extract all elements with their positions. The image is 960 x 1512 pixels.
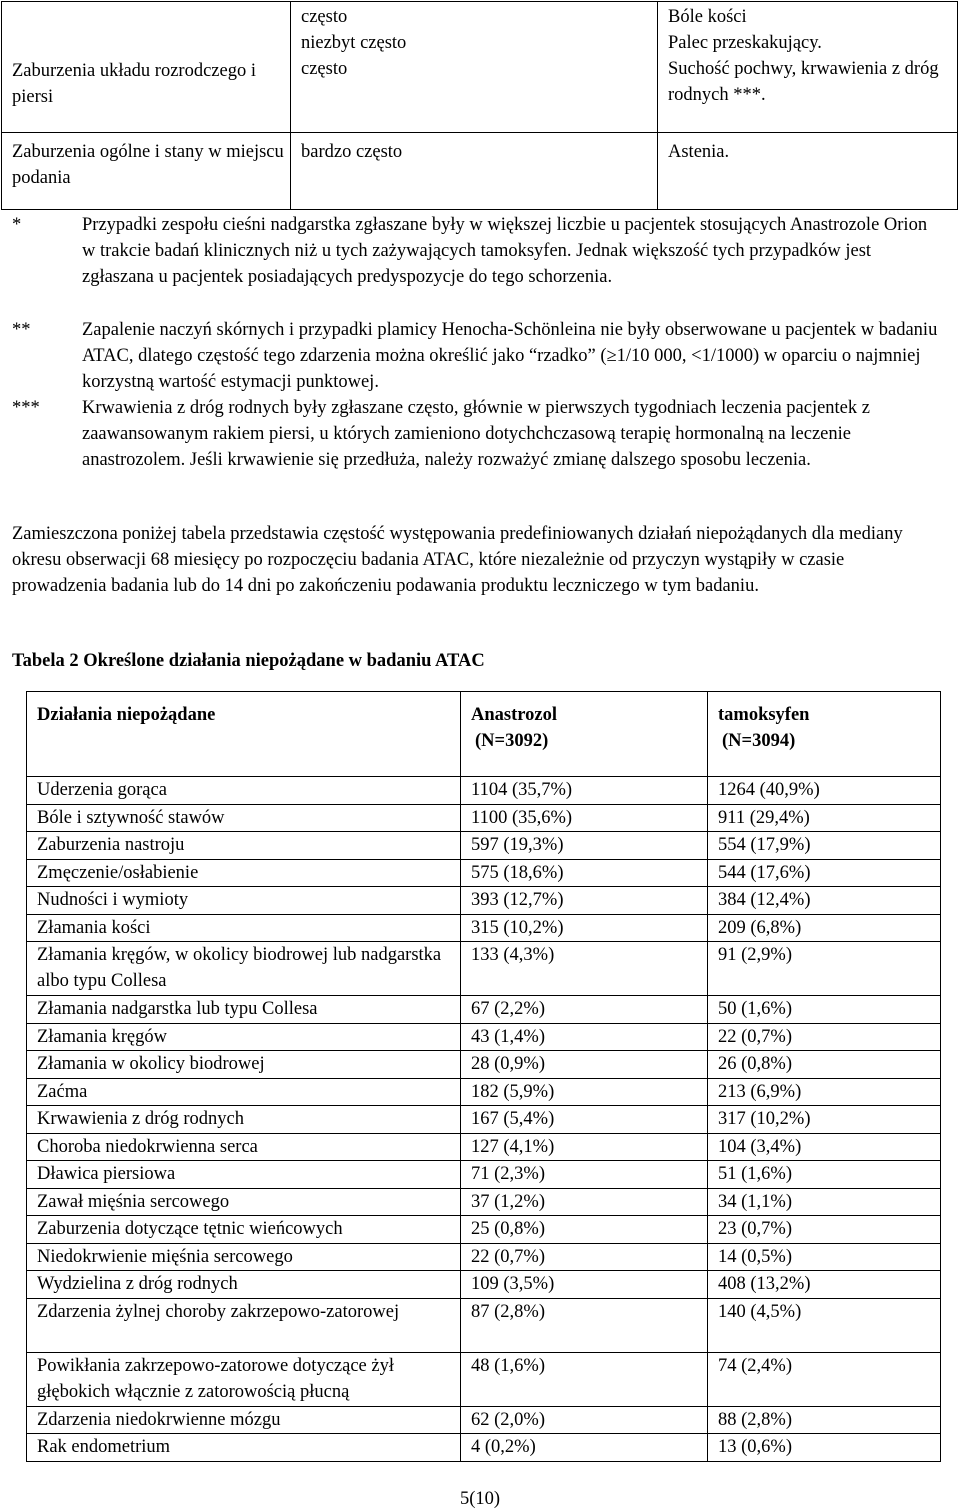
category-cell: Zaburzenia ogólne i stany w miejscu podania [2,133,291,210]
table-row [27,887,941,915]
anastrozol-cell: 182 (5,9%) [461,1078,708,1106]
effect-cell: Złamania w okolicy biodrowej [27,1051,461,1079]
footnote [12,395,942,474]
effect-label: Bóle kości [668,7,747,27]
anastrozol-cell: 575 (18,6%) [461,859,708,887]
footnote-text: Przypadki zespołu cieśni nadgarstka zgłaszane były w większej liczbie u pacjentek stosujących Anastrozole Orion w trakcie badań klinicznych niż u tych zażywających tamoksyfen. Jednak większość tych przypadków jest zgłaszana u pacjentek posiadających predyspozycje do tego schorzenia. [82,215,928,288]
tamoksyfen-cell: 91 (2,9%) [708,942,941,996]
footnote-mark: * [12,215,22,235]
table-row [27,996,941,1024]
footnote-text: Zapalenie naczyń skórnych i przypadki plamicy Henocha-Schönleina nie były obserwowane u pacjentek w badaniu ATAC, dlatego częstość tego zdarzenia można określić jako “rzadko” (≥1/10 000, <1/1000) w oparciu o najmniej korzystną wartość estymacji punktowej. [82,320,938,393]
tamoksyfen-cell: 1264 (40,9%) [708,777,941,805]
table-row [2,133,958,210]
effect-cell: Zdarzenia żylnej choroby zakrzepowo-zatorowej [27,1298,461,1352]
anastrozol-cell: 28 (0,9%) [461,1051,708,1079]
footnote-mark: *** [12,398,40,418]
anastrozol-cell: 167 (5,4%) [461,1106,708,1134]
effect-cell: Zaburzenia dotyczące tętnic wieńcowych [27,1216,461,1244]
effect-cell: Uderzenia gorąca [27,777,461,805]
intro-paragraph: Zamieszczona poniżej tabela przedstawia częstość występowania predefiniowanych działań niepożądanych dla mediany okresu obserwacji 68 miesięcy po rozpoczęciu badania ATAC, które niezależnie od przyczyn wystąpiły w czasie prowadzenia badania lub do 14 dni po zakończeniu podawania produktu leczniczego w tym badaniu. [12,524,903,597]
table-row [27,1161,941,1189]
tamoksyfen-cell: 104 (3,4%) [708,1133,941,1161]
tamoksyfen-cell: 554 (17,9%) [708,832,941,860]
tamoksyfen-cell: 213 (6,9%) [708,1078,941,1106]
table-row [27,777,941,805]
effect-cell: Niedokrwienie mięśnia sercowego [27,1243,461,1271]
table-body [27,777,941,1462]
tamoksyfen-cell: 544 (17,6%) [708,859,941,887]
tamoksyfen-cell: 22 (0,7%) [708,1023,941,1051]
tamoksyfen-cell: 317 (10,2%) [708,1106,941,1134]
anastrozol-cell: 62 (2,0%) [461,1406,708,1434]
tamoksyfen-cell: 88 (2,8%) [708,1406,941,1434]
table-row [27,1023,941,1051]
table-row [27,1078,941,1106]
table-row [27,859,941,887]
effect-cell: Bóle i sztywność stawów [27,804,461,832]
header-tamoksyfen: tamoksyfen (N=3094) [708,692,941,777]
tamoksyfen-cell: 50 (1,6%) [708,996,941,1024]
effect-cell [658,2,958,133]
header-effect: Działania niepożądane [27,692,461,777]
tamoksyfen-cell: 209 (6,8%) [708,914,941,942]
anastrozol-cell: 48 (1,6%) [461,1352,708,1406]
atac-adverse-effects-table [26,691,941,1462]
table-row [27,914,941,942]
effect-cell: Zaćma [27,1078,461,1106]
table-row [27,942,941,996]
anastrozol-cell: 393 (12,7%) [461,887,708,915]
frequency-label: niezbyt często [301,33,407,53]
anastrozol-cell: 71 (2,3%) [461,1161,708,1189]
effect-cell: Wydzielina z dróg rodnych [27,1271,461,1299]
anastrozol-cell: 4 (0,2%) [461,1434,708,1462]
anastrozol-cell: 109 (3,5%) [461,1271,708,1299]
table-row [27,832,941,860]
effect-cell: Choroba niedokrwienna serca [27,1133,461,1161]
anastrozol-cell: 597 (19,3%) [461,832,708,860]
effect-cell: Krwawienia z dróg rodnych [27,1106,461,1134]
effect-cell: Zdarzenia niedokrwienne mózgu [27,1406,461,1434]
effect-cell: Złamania kręgów [27,1023,461,1051]
tamoksyfen-cell: 408 (13,2%) [708,1271,941,1299]
effect-cell: Astenia. [658,133,958,210]
anastrozol-cell: 67 (2,2%) [461,996,708,1024]
table-row [27,1188,941,1216]
anastrozol-cell: 1100 (35,6%) [461,804,708,832]
table-caption: Tabela 2 Określone działania niepożądane w badaniu ATAC [12,651,485,671]
effect-cell: Złamania kości [27,914,461,942]
page-number: 5(10) [459,1489,501,1509]
effect-cell: Powikłania zakrzepowo-zatorowe dotyczące żył głębokich włącznie z zatorowością płucną [27,1352,461,1406]
adverse-effects-frequency-table [1,1,958,210]
anastrozol-cell: 25 (0,8%) [461,1216,708,1244]
anastrozol-cell: 22 (0,7%) [461,1243,708,1271]
frequency-label: często [301,7,348,27]
anastrozol-cell: 127 (4,1%) [461,1133,708,1161]
table-row [27,1298,941,1352]
table-header-row [27,692,941,777]
header-anastrozol: Anastrozol (N=3092) [461,692,708,777]
effect-cell: Rak endometrium [27,1434,461,1462]
footnote-text: Krwawienia z dróg rodnych były zgłaszane często, głównie w pierwszych tygodniach leczenia pacjentek z zaawansowanym rakiem piersi, u których zamieniono dotychchczasową terapię hormonalną na leczenie anastrozolem. Jeśli krwawienie się przedłuża, należy rozważyć zmianę dalszego sposobu leczenia. [82,398,870,471]
anastrozol-cell: 315 (10,2%) [461,914,708,942]
effect-cell: Zmęczenie/osłabienie [27,859,461,887]
table-row [27,1051,941,1079]
tamoksyfen-cell: 74 (2,4%) [708,1352,941,1406]
anastrozol-cell: 1104 (35,7%) [461,777,708,805]
tamoksyfen-cell: 384 (12,4%) [708,887,941,915]
table-row [27,1106,941,1134]
table-row [27,804,941,832]
table-row [27,1434,941,1462]
tamoksyfen-cell: 911 (29,4%) [708,804,941,832]
table-row [27,1352,941,1406]
tamoksyfen-cell: 13 (0,6%) [708,1434,941,1462]
table-row [27,1406,941,1434]
tamoksyfen-cell: 14 (0,5%) [708,1243,941,1271]
anastrozol-cell: 37 (1,2%) [461,1188,708,1216]
anastrozol-cell: 43 (1,4%) [461,1023,708,1051]
category-cell: Zaburzenia układu rozrodczego i piersi [2,2,291,133]
frequency-cell [291,2,658,133]
table-row [27,1133,941,1161]
anastrozol-cell: 87 (2,8%) [461,1298,708,1352]
table-row [27,1271,941,1299]
tamoksyfen-cell: 140 (4,5%) [708,1298,941,1352]
footnote [12,212,942,291]
table-row [2,2,958,133]
effect-cell: Zaburzenia nastroju [27,832,461,860]
effect-label: Suchość pochwy, krwawienia z dróg rodnych ***. [668,59,939,105]
tamoksyfen-cell: 51 (1,6%) [708,1161,941,1189]
table-row [27,1243,941,1271]
footnote-mark: ** [12,320,31,340]
effect-cell: Zawał mięśnia sercowego [27,1188,461,1216]
footnote [12,317,942,396]
effect-label: Palec przeskakujący. [668,33,822,53]
tamoksyfen-cell: 23 (0,7%) [708,1216,941,1244]
tamoksyfen-cell: 34 (1,1%) [708,1188,941,1216]
frequency-cell: bardzo często [291,133,658,210]
effect-cell: Dławica piersiowa [27,1161,461,1189]
tamoksyfen-cell: 26 (0,8%) [708,1051,941,1079]
anastrozol-cell: 133 (4,3%) [461,942,708,996]
frequency-label: często [301,59,348,79]
table-row [27,1216,941,1244]
effect-cell: Złamania kręgów, w okolicy biodrowej lub nadgarstka albo typu Collesa [27,942,461,996]
effect-cell: Złamania nadgarstka lub typu Collesa [27,996,461,1024]
effect-cell: Nudności i wymioty [27,887,461,915]
